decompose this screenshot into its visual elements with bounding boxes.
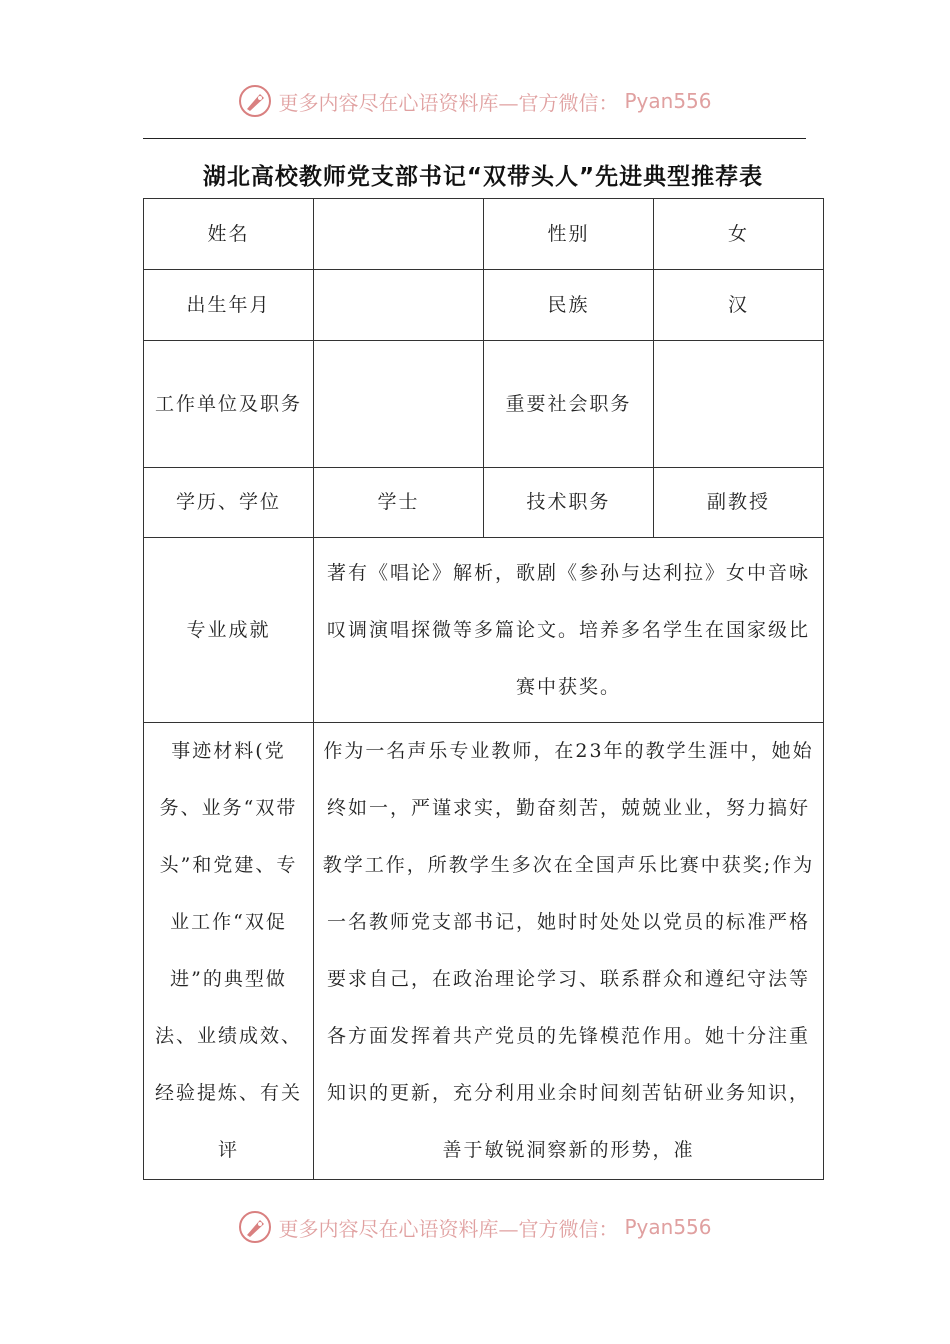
name-value: [314, 199, 484, 270]
page-title: 湖北高校教师党支部书记“双带头人”先进典型推荐表: [202, 164, 764, 190]
gender-label: 性别: [484, 199, 654, 270]
table-row: [144, 538, 824, 723]
deeds-value: 作为一名声乐专业教师，在23年的教学生涯中，她始终如一，严谨求实，勤奋刻苦，兢兢业业，努力搞好教学工作，所教学生多次在全国声乐比赛中获奖;作为一名教师党支部书记，她时时处处以党员的标准严格要求自己，在政治理论学习、联系群众和遵纪守法等各方面发挥着共产党员的先锋模范作用。她十分注重知识的更新，充分利用业余时间刻苦钻研业务知识，善于敏锐洞察新的形势，准: [314, 723, 824, 1180]
watermark-contact: Pyan556: [624, 1215, 712, 1239]
birth-label: 出生年月: [144, 270, 314, 341]
table-row: [144, 723, 824, 1180]
watermark-top: [0, 84, 950, 118]
name-label: 姓名: [144, 199, 314, 270]
achievement-label: 专业成就: [144, 538, 314, 723]
tech-value: 副教授: [654, 468, 824, 538]
pen-nib-logo: [238, 84, 272, 118]
watermark-text: 更多内容尽在心语资料库—官方微信：: [278, 90, 619, 115]
watermark-bottom: [0, 1210, 950, 1244]
watermark-text: 更多内容尽在心语资料库—官方微信：: [278, 1216, 619, 1241]
education-value: 学士: [314, 468, 484, 538]
ethnicity-label: 民族: [484, 270, 654, 341]
education-label: 学历、学位: [144, 468, 314, 538]
social-label: 重要社会职务: [484, 341, 654, 468]
table-row: [144, 270, 824, 341]
watermark-contact: Pyan556: [624, 89, 712, 113]
social-value: [654, 341, 824, 468]
achievement-value: 著有《唱论》解析，歌剧《参孙与达利拉》女中音咏叹调演唱探微等多篇论文。培养多名学生在国家级比赛中获奖。: [314, 538, 824, 723]
ethnicity-value: 汉: [654, 270, 824, 341]
table-row: [144, 468, 824, 538]
work-label: 工作单位及职务: [144, 341, 314, 468]
pen-nib-logo: [238, 1210, 272, 1244]
deeds-label: 事迹材料(党务、业务“双带头”和党建、专业工作“双促进”的典型做法、业绩成效、经验提炼、有关评: [144, 723, 314, 1180]
gender-value: 女: [654, 199, 824, 270]
header-rule: [143, 138, 806, 139]
birth-value: [314, 270, 484, 341]
tech-label: 技术职务: [484, 468, 654, 538]
table-row: [144, 341, 824, 468]
work-value: [314, 341, 484, 468]
recommendation-form-table: [143, 198, 824, 1180]
table-row: [144, 199, 824, 270]
